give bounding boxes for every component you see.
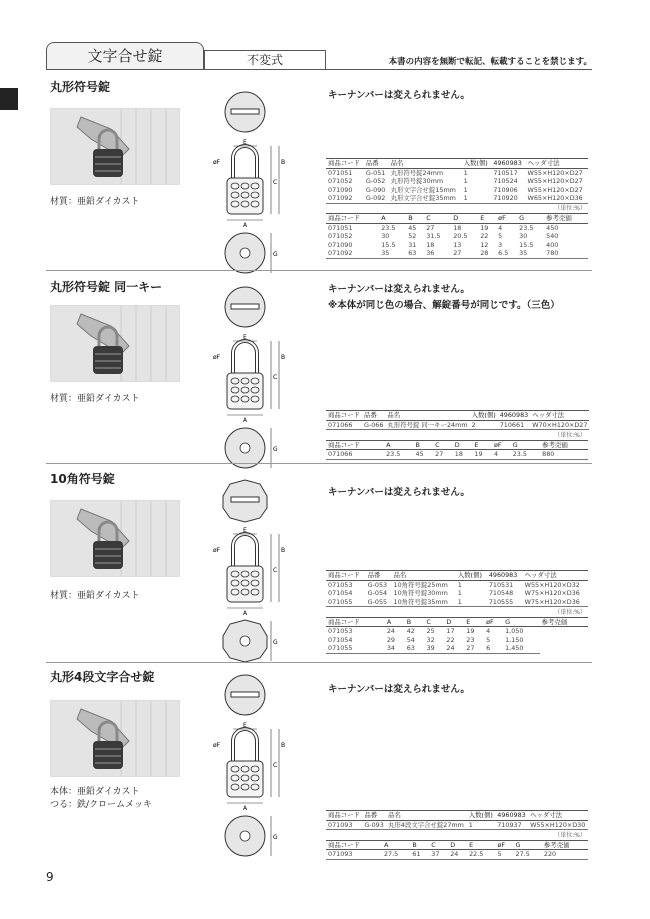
material-text: 材質：亜鉛ダイカスト [50, 591, 140, 601]
section-divider [46, 662, 592, 663]
table-cell: 1 [457, 589, 462, 597]
table-header-cell: 参考売価 [544, 214, 588, 224]
svg-text:A: A [243, 610, 248, 617]
padlock-photo [50, 500, 180, 577]
table-header-cell: B [410, 840, 429, 850]
svg-text:B: B [281, 547, 285, 554]
table-cell: 19 [472, 450, 492, 460]
table-cell: 18 [426, 240, 435, 249]
table-row [326, 232, 588, 241]
table-cell: 34 [385, 644, 405, 653]
table-cell: 37 [429, 850, 448, 860]
table-cell: 31 [408, 240, 417, 249]
product-note: キーナンバーは変えられません。 [328, 90, 470, 101]
table-header-cell: øF [492, 440, 511, 450]
table-cell: 10角符号錠30mm [393, 589, 448, 597]
table-cell: 1 [463, 177, 468, 185]
table-cell: G-090 [365, 185, 386, 194]
table-header-cell: 4960983 [499, 411, 529, 419]
table-cell: 丸形符号錠 同一キー24mm [387, 420, 468, 429]
table-header-cell: A [379, 214, 406, 224]
table-header-cell: A [382, 840, 410, 850]
table-cell: 29 [386, 635, 395, 644]
table-cell: 710531 [488, 580, 514, 589]
table-header-cell: C [425, 617, 445, 627]
svg-text:E: E [243, 334, 247, 341]
table-cell: 1 [463, 185, 468, 194]
table-cell: 071052 [328, 232, 353, 240]
table-cell: 071090 [328, 185, 353, 194]
table-header-cell: B [414, 440, 434, 450]
table-header-cell: 商品コード [326, 811, 362, 821]
table-cell: 220 [542, 850, 588, 860]
table-cell: 5 [498, 232, 503, 240]
product-table [326, 410, 589, 430]
table-header-cell: 4960983 [495, 811, 528, 821]
svg-text:øF: øF [213, 354, 221, 361]
table-header-cell: 品名 [385, 411, 469, 421]
table-header-cell: 品番 [362, 811, 386, 821]
table-header-cell: 入数(個) [471, 411, 496, 419]
table-header-cell: 4960983 [487, 571, 523, 581]
table-header-cell: E [467, 840, 495, 850]
table-cell: 54 [406, 635, 415, 644]
table-header-cell: 参考売価 [540, 440, 588, 450]
svg-text:A: A [243, 222, 248, 229]
table-header-cell: 商品コード [326, 571, 366, 581]
table-cell: 710906 [493, 185, 518, 194]
svg-text:øF: øF [213, 742, 221, 749]
table-cell: 071093 [326, 850, 382, 860]
table-cell: 071090 [328, 240, 353, 249]
table-cell: 30 [381, 232, 390, 240]
table-header-cell: 参考売価 [542, 840, 588, 850]
table-cell: 071092 [326, 249, 379, 258]
table-row [326, 186, 588, 195]
table-cell: W55×H120×D32 [524, 580, 580, 589]
table-row [326, 636, 588, 645]
table-cell: W75×H120×D36 [524, 589, 580, 597]
table-cell: G-093 [362, 820, 386, 830]
table-cell: 071053 [328, 580, 353, 589]
table-cell: 丸形文字合せ錠15mm [390, 185, 456, 194]
table-header-cell: G [511, 440, 540, 450]
table-cell: G-053 [367, 580, 388, 589]
table-row [326, 168, 588, 177]
unit-note: （単位:%） [554, 608, 586, 616]
table-cell: G-051 [365, 168, 386, 177]
table-cell: 5 [495, 850, 513, 860]
table-row [326, 241, 588, 250]
table-cell: W55×H120×D30 [528, 820, 588, 830]
table-cell: 1 [462, 194, 492, 203]
table-cell: 071051 [328, 168, 353, 177]
table-cell: 071051 [328, 223, 353, 232]
table-cell: 710517 [493, 168, 518, 177]
table-cell: 23.5 [384, 450, 413, 460]
table-cell: 071066 [326, 420, 362, 430]
table-header-cell: B [406, 214, 424, 224]
table-cell: 52 [408, 232, 417, 240]
padlock-dimension-drawing [205, 478, 285, 663]
table-cell: 63 [406, 249, 424, 258]
table-cell: 071092 [326, 194, 364, 203]
table-header-cell: 入数(個) [462, 159, 492, 169]
table-row [326, 450, 588, 460]
table-header-cell: D [451, 214, 478, 224]
table-cell: 5 [486, 635, 491, 644]
table-cell: W70×H120×D27 [532, 420, 588, 429]
table-cell: 4 [486, 627, 491, 635]
table-header-cell: 品番 [366, 571, 392, 581]
table-header-cell: G [503, 617, 539, 627]
table-cell: 1 [456, 598, 487, 607]
table-header-cell: C [429, 840, 448, 850]
material-text: つる：鉄/クロームメッキ [50, 800, 153, 810]
table-row [326, 644, 588, 653]
table-cell: 880 [540, 450, 588, 460]
table-cell: 071066 [326, 450, 384, 460]
padlock-dimension-drawing [205, 285, 285, 470]
table-cell: 45 [414, 450, 434, 460]
table-header-cell: D [448, 840, 467, 850]
table-cell: 63 [405, 644, 425, 653]
table-cell: 710661 [498, 420, 530, 430]
table-header-cell: 品番 [364, 159, 389, 169]
table-cell: 35 [379, 249, 406, 258]
table-header-cell: C [424, 214, 451, 224]
table-cell: 27 [426, 223, 435, 232]
table-cell: 27 [433, 450, 453, 460]
table-cell: 20.5 [453, 232, 468, 240]
section-divider [46, 463, 592, 464]
category-tab-sub: 不変式 [204, 50, 326, 70]
table-cell: 4 [492, 450, 511, 460]
table-cell: 710548 [488, 589, 514, 597]
header-divider [46, 69, 592, 70]
unit-note: （単位:%） [554, 831, 586, 839]
table-cell: 1 [457, 580, 462, 589]
svg-text:E: E [243, 527, 247, 534]
table-header-cell: 参考売価 [540, 617, 588, 627]
dimension-table [326, 440, 588, 460]
table-cell: W55×H120×D27 [527, 168, 583, 177]
table-cell: 30 [519, 232, 528, 240]
table-row [326, 177, 588, 186]
table-header-cell: 商品コード [326, 440, 384, 450]
svg-text:C: C [273, 374, 278, 381]
table-row [326, 420, 589, 430]
svg-text:E: E [243, 139, 247, 146]
table-cell: 23.5 [381, 223, 396, 232]
table-cell: 23.5 [511, 450, 540, 460]
svg-text:A: A [243, 417, 248, 424]
table-cell: G-066 [363, 420, 384, 429]
table-row [326, 249, 588, 258]
padlock-dimension-drawing [205, 90, 285, 275]
table-cell: 450 [546, 223, 559, 232]
svg-text:B: B [281, 354, 285, 361]
table-cell: 23.5 [519, 223, 534, 232]
padlock-photo [50, 700, 180, 777]
table-cell: 27.5 [382, 850, 410, 860]
product-table [326, 570, 588, 607]
dimension-table [326, 840, 588, 860]
section-title: 10角符号錠 [50, 472, 115, 486]
table-cell: 3 [498, 240, 503, 249]
table-cell: 1,450 [503, 644, 539, 653]
table-cell: 15.5 [519, 240, 534, 249]
table-cell: 45 [408, 223, 417, 232]
table-row [326, 820, 588, 830]
table-cell: W75×H120×D36 [523, 598, 588, 607]
table-row [326, 850, 588, 860]
svg-text:øF: øF [213, 159, 221, 166]
svg-text:G: G [273, 446, 278, 453]
table-cell: 710920 [491, 194, 525, 203]
table-header-cell: ヘッダ寸法 [528, 811, 588, 821]
table-cell: 27.5 [514, 850, 542, 860]
padlock-photo [50, 108, 180, 185]
table-header-cell: 品名 [386, 811, 467, 821]
table-header-cell: 商品コード [326, 840, 382, 850]
table-cell: 710555 [487, 598, 523, 607]
product-table [326, 158, 588, 204]
table-cell: 071054 [328, 589, 353, 597]
svg-text:C: C [273, 567, 278, 574]
table-cell: 540 [546, 232, 559, 240]
table-cell: 780 [544, 249, 588, 258]
table-cell: 10角符号錠35mm [392, 598, 456, 607]
table-row [326, 627, 588, 636]
table-header-cell: 品名 [392, 571, 456, 581]
table-cell: 丸形文字合せ錠35mm [389, 194, 462, 203]
table-cell: 071055 [326, 644, 385, 653]
svg-text:C: C [273, 179, 278, 186]
table-header-cell: D [444, 617, 464, 627]
product-note: キーナンバーは変えられません。 [328, 684, 470, 695]
table-cell: 710937 [495, 820, 528, 830]
table-header-cell: B [405, 617, 425, 627]
table-cell: 31.5 [426, 232, 441, 240]
table-header-cell: E [464, 617, 484, 627]
table-cell: G-054 [367, 589, 388, 597]
svg-text:B: B [281, 159, 285, 166]
table-cell: 071093 [326, 820, 362, 830]
product-note: キーナンバーは変えられません。 [328, 487, 470, 498]
table-header-cell: øF [496, 214, 517, 224]
table-cell: 1,150 [505, 635, 524, 644]
table-row [326, 589, 588, 598]
unit-note: （単位:%） [554, 431, 586, 439]
table-header-cell: ヘッダ寸法 [530, 411, 589, 421]
table-cell: 071054 [328, 635, 353, 644]
section-divider [46, 270, 592, 271]
table-cell: 17 [446, 627, 455, 635]
table-header-cell: E [472, 440, 492, 450]
table-cell: 24 [448, 850, 467, 860]
table-header-cell: A [384, 440, 413, 450]
material-text: 本体：亜鉛ダイカスト [50, 787, 140, 797]
table-cell: 27 [464, 644, 484, 653]
svg-text:G: G [273, 639, 278, 646]
table-cell: 28 [478, 249, 496, 258]
table-cell: W55×H120×D27 [527, 185, 583, 194]
table-cell: 42 [406, 627, 415, 635]
side-tab-marker [0, 88, 18, 110]
table-cell: 19 [466, 627, 475, 635]
svg-text:C: C [273, 762, 278, 769]
table-cell: 400 [546, 240, 559, 249]
dimension-table [326, 213, 588, 259]
table-row [326, 580, 588, 589]
table-cell: 1 [463, 168, 468, 177]
svg-text:øF: øF [213, 547, 221, 554]
dimension-table [326, 617, 588, 654]
table-row [326, 194, 588, 203]
table-cell: 15.5 [381, 240, 396, 249]
table-cell: 35 [517, 249, 544, 258]
svg-text:A: A [243, 805, 248, 812]
table-cell: 071055 [326, 598, 366, 607]
table-cell: 12 [480, 240, 489, 249]
material-text: 材質：亜鉛ダイカスト [50, 197, 140, 207]
table-cell: 61 [410, 850, 429, 860]
table-cell: W55×H120×D27 [527, 177, 583, 185]
page-number: 9 [46, 870, 54, 884]
table-header-cell: 入数(個) [467, 811, 495, 821]
table-row [326, 223, 588, 232]
table-cell: 24 [444, 644, 464, 653]
table-header-cell: G [517, 214, 544, 224]
table-header-cell: ヘッダ寸法 [526, 159, 588, 169]
svg-text:B: B [281, 742, 285, 749]
table-header-cell: 商品コード [326, 617, 385, 627]
table-header-cell: C [433, 440, 453, 450]
svg-text:E: E [243, 722, 247, 729]
section-title: 丸形4段文字合せ錠 [50, 670, 155, 684]
table-header-cell: 商品コード [328, 411, 360, 419]
table-cell: 710524 [493, 177, 518, 185]
padlock-dimension-drawing [205, 673, 285, 858]
table-header-cell: 入数(個) [456, 571, 487, 581]
table-cell: 32 [426, 635, 435, 644]
unit-note: （単位:%） [554, 205, 586, 212]
table-cell: G-052 [365, 177, 386, 185]
table-cell: 18 [453, 450, 473, 460]
table-cell: 39 [425, 644, 445, 653]
table-cell: 2 [470, 420, 498, 430]
table-header-cell: ヘッダ寸法 [523, 571, 588, 581]
table-header-cell: 商品コード [326, 214, 379, 224]
table-cell: 13 [453, 240, 462, 249]
svg-text:G: G [273, 251, 278, 258]
table-header-cell: 品番 [362, 411, 385, 421]
table-header-cell: G [514, 840, 542, 850]
table-cell: 24 [386, 627, 395, 635]
table-cell: W65×H120×D36 [526, 194, 588, 203]
product-note: キーナンバーは変えられません。 [328, 284, 470, 295]
material-text: 材質：亜鉛ダイカスト [50, 394, 140, 404]
section-title: 丸形符号錠 同一キー [50, 280, 163, 294]
table-cell: 1 [467, 820, 495, 830]
table-cell: 4 [498, 223, 503, 232]
table-cell: 6.5 [496, 249, 517, 258]
category-tab-main: 文字合せ錠 [46, 42, 204, 70]
table-cell: 23 [466, 635, 475, 644]
table-cell: 22 [446, 635, 455, 644]
copyright-notice: 本書の内容を無断で転記、転載することを禁じます。 [388, 57, 592, 67]
svg-text:G: G [273, 834, 278, 841]
table-cell: 丸形符号錠24mm [390, 168, 444, 177]
table-header-cell: D [453, 440, 473, 450]
table-cell: 22.5 [467, 850, 495, 860]
table-cell: 25 [426, 627, 435, 635]
padlock-photo [50, 305, 180, 382]
table-cell: G-055 [366, 598, 392, 607]
table-cell: 22 [480, 232, 489, 240]
table-cell: 丸形符号錠30mm [390, 177, 444, 185]
table-header-cell: 商品コード [326, 159, 364, 169]
table-cell: 18 [453, 223, 462, 232]
section-title: 丸形符号錠 [50, 80, 111, 94]
table-cell: 6 [484, 644, 503, 653]
table-row [326, 598, 588, 607]
table-header-cell: 4960983 [491, 159, 525, 169]
table-header-cell: E [478, 214, 496, 224]
table-cell: 19 [480, 223, 489, 232]
table-cell: 071053 [328, 627, 353, 635]
table-cell: 1,050 [505, 627, 524, 635]
table-header-cell: 品名 [389, 159, 462, 169]
product-note: ※本体が同じ色の場合、解錠番号が同じです。（三色） [328, 300, 560, 311]
table-header-cell: A [385, 617, 405, 627]
table-cell: 36 [424, 249, 451, 258]
table-cell: 丸形4段文字合せ錠27mm [386, 820, 467, 830]
table-cell: 27 [451, 249, 478, 258]
table-cell: G-092 [364, 194, 389, 203]
table-header-cell: øF [484, 617, 503, 627]
table-header-cell: øF [495, 840, 513, 850]
table-cell: 10角符号錠25mm [393, 580, 448, 589]
product-table [326, 810, 588, 830]
table-cell: 071052 [328, 177, 353, 185]
